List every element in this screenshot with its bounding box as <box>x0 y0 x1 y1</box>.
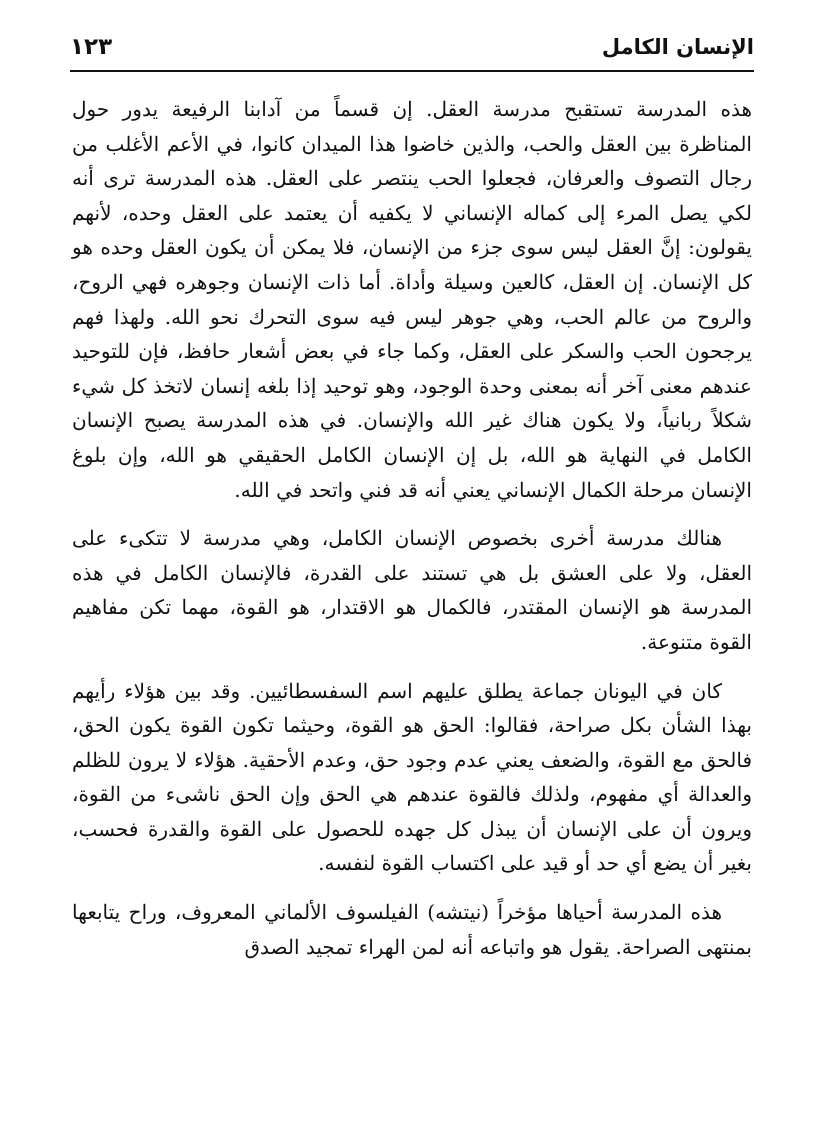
paragraph-sophists: كان في اليونان جماعة يطلق عليهم اسم السفسطائيين. وقد بين هؤلاء رأيهم بهذا الشأن بكل صراحة، فقالوا: الحق هو القوة، وحيثما تكون القوة يكون الحق، فالحق مع القوة، والضعف يعني عدم وجود حق، وعدم الأحقية. هؤلاء لا يرون للظلم والعدالة أي مفهوم، ولذلك فالقوة عندهم هي الحق وإن الحق ناشىء من القوة، ويرون أن على الإنسان أن يبذل كل جهده للحصول على القوة والقدرة فحسب، بغير أن يضع أي حد أو قيد على اكتساب القوة لنفسه. <box>72 678 752 876</box>
page-number: ١٢٣ <box>70 34 113 60</box>
paragraph-power-school: هنالك مدرسة أخرى بخصوص الإنسان الكامل، وهي مدرسة لا تتكىء على العقل، ولا على العشق بل هي تستند على القدرة، فالإنسان الكامل في هذه المدرسة هو الإنسان المقتدر، فالكمال هو الاقتدار، هو القوة، مهما تكن مفاهيم القوة متنوعة. <box>72 526 752 654</box>
paragraph-nietzsche: هذه المدرسة أحياها مؤخراً (نيتشه) الفيلسوف الألماني المعروف، وراح يتابعها بمنتهى الصراحة. يقول هو واتباعه أنه لمن الهراء تمجيد الصدق <box>72 900 752 959</box>
running-header <box>70 30 754 64</box>
paragraph-mind-vs-love: هذه المدرسة تستقبح مدرسة العقل. إن قسماً من آدابنا الرفيعة يدور حول المناظرة بين العقل والحب، والذين خاضوا هذا الميدان كانوا، في الأعم الأغلب من رجال التصوف والعرفان، فجعلوا الحب ينتصر على العقل. هذه المدرسة ترى أنه لكي يصل المرء إلى كماله الإنساني لا يكفيه أن يعتمد على العقل وحده، لأنهم يقولون: إنَّ العقل ليس سوى جزء من الإنسان، فلا يمكن أن يكون العقل وحده هو كل الإنسان. إن العقل، كالعين وسيلة وأداة. أما ذات الإنسان وجوهره فهي الروح، والروح من عالم الحب، وهي جوهر ليس فيه سوى التحرك نحو الله. ولهذا فهم يرجحون الحب والسكر على العقل، وكما جاء في بعض أشعار حافظ، فإن للتوحيد عندهم معنى آخر أنه بمعنى وحدة الوجود، وهو توحيد إذا بلغه إنسان لاتخذ كل شيء شكلاً ربانياً، ولا يكون هناك غير الله والإنسان. في هذه المدرسة يصبح الإنسان الكامل في النهاية هو الله، بل إن الإنسان الكامل الحقيقي هو الله، وإن بلوغ الإنسان مرحلة الكمال الإنساني يعني أنه قد فني واتحد في الله. <box>72 97 752 502</box>
body-text <box>72 92 752 964</box>
header-divider <box>70 70 754 72</box>
running-header-title: الإنسان الكامل <box>601 35 754 59</box>
